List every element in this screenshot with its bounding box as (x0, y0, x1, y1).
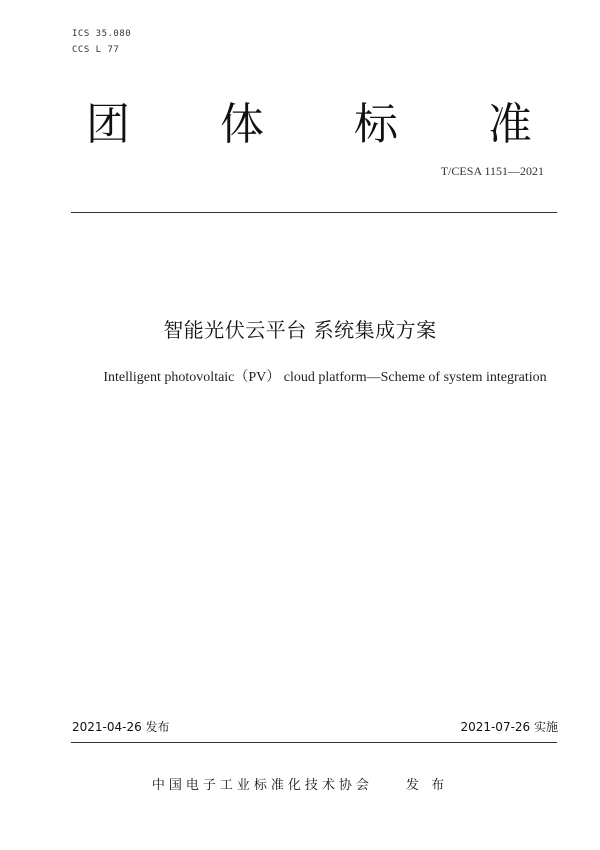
publisher-action: 发 布 (405, 778, 449, 793)
ccs-code: CCS L 77 (72, 45, 120, 55)
bottom-divider (71, 742, 557, 743)
standard-type-char: 标 (354, 99, 398, 150)
ics-code: ICS 35.080 (72, 29, 132, 39)
publisher-org: 中国电子工业标准化技术协会 (151, 778, 373, 793)
top-divider (71, 212, 557, 213)
title-english: Intelligent photovoltaic（PV） cloud platform—Scheme of system integration (103, 370, 547, 385)
standard-type-heading (86, 92, 532, 148)
implement-date: 2021-07-26 实施 (460, 720, 558, 734)
standard-number: T/CESA 1151—2021 (440, 164, 544, 178)
publish-date: 2021-04-26 发布 (72, 720, 170, 734)
title-chinese (0, 314, 600, 343)
title-chinese-part2: 系统集成方案 (313, 318, 437, 342)
standard-type-char: 体 (220, 99, 264, 150)
title-chinese-part1: 智能光伏云平台 (163, 318, 307, 342)
standard-type-char: 团 (86, 99, 130, 150)
standard-type-char: 准 (488, 99, 532, 150)
publisher-line (0, 774, 600, 793)
